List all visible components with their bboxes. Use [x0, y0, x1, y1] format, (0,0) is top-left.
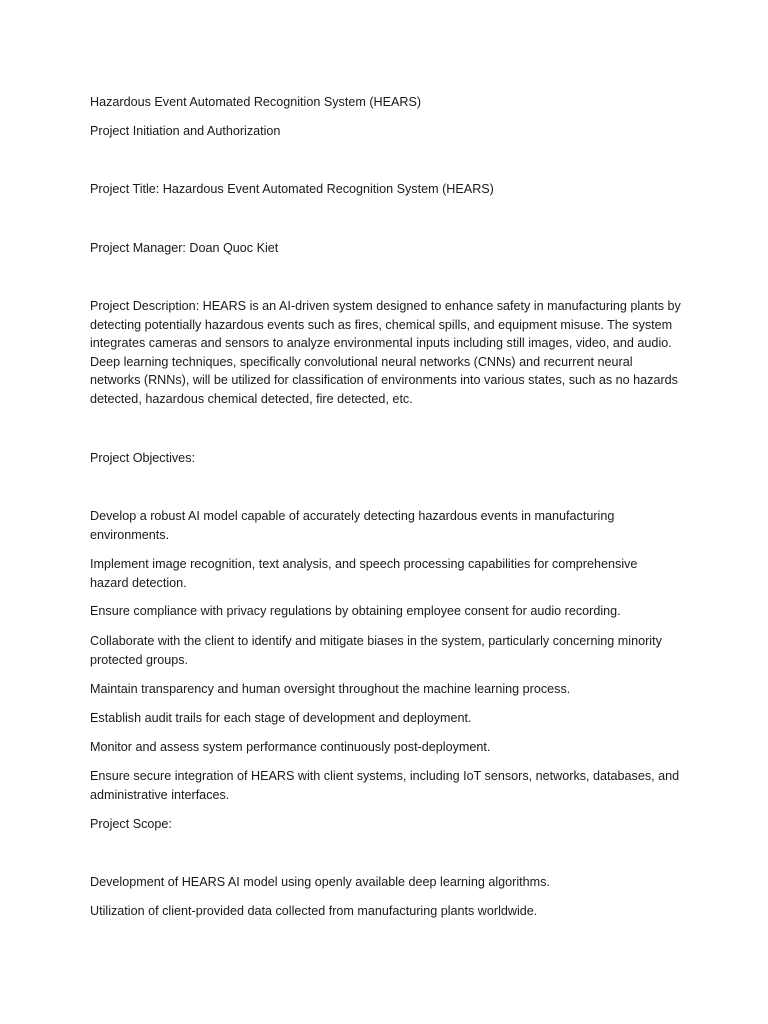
- objective-item: Maintain transparency and human oversight throughout the machine learning process.: [90, 682, 571, 696]
- objective-item: Monitor and assess system performance continuously post-deployment.: [90, 740, 491, 754]
- objective-item: Implement image recognition, text analysis, and speech processing capabilities for comprehensive hazard detection.: [90, 557, 638, 590]
- document-heading: Hazardous Event Automated Recognition System (HEARS): [90, 95, 422, 109]
- project-manager: Project Manager: Doan Quoc Kiet: [90, 241, 279, 255]
- objective-item: Establish audit trails for each stage of development and deployment.: [90, 711, 472, 725]
- objective-item: Develop a robust AI model capable of accurately detecting hazardous events in manufacturing environments.: [90, 509, 615, 542]
- project-title: Project Title: Hazardous Event Automated Recognition System (HEARS): [90, 182, 494, 196]
- scope-item: Utilization of client-provided data collected from manufacturing plants worldwide.: [90, 904, 538, 918]
- objectives-heading: Project Objectives:: [90, 451, 195, 465]
- document-subheading: Project Initiation and Authorization: [90, 124, 281, 138]
- objective-item: Ensure secure integration of HEARS with client systems, including IoT sensors, networks, databases, and administrative interfaces.: [90, 769, 680, 802]
- objective-item: Collaborate with the client to identify and mitigate biases in the system, particularly concerning minority protected groups.: [90, 634, 662, 667]
- scope-item: Development of HEARS AI model using openly available deep learning algorithms.: [90, 875, 550, 889]
- objective-item: Ensure compliance with privacy regulations by obtaining employee consent for audio recording.: [90, 604, 621, 618]
- project-description: Project Description: HEARS is an AI-driven system designed to enhance safety in manufacturing plants by detecting potentially hazardous events such as fires, chemical spills, and equipment misuse. The system integrates cameras and sensors to analyze environmental inputs including still images, video, and audio. Deep learning techniques, specifically convolutional neural networks (CNNs) and recurrent neural networks (RNNs), will be utilized for classification of environments into various states, such as no hazards detected, hazardous chemical detected, fire detected, etc.: [90, 299, 681, 406]
- scope-heading: Project Scope:: [90, 817, 172, 831]
